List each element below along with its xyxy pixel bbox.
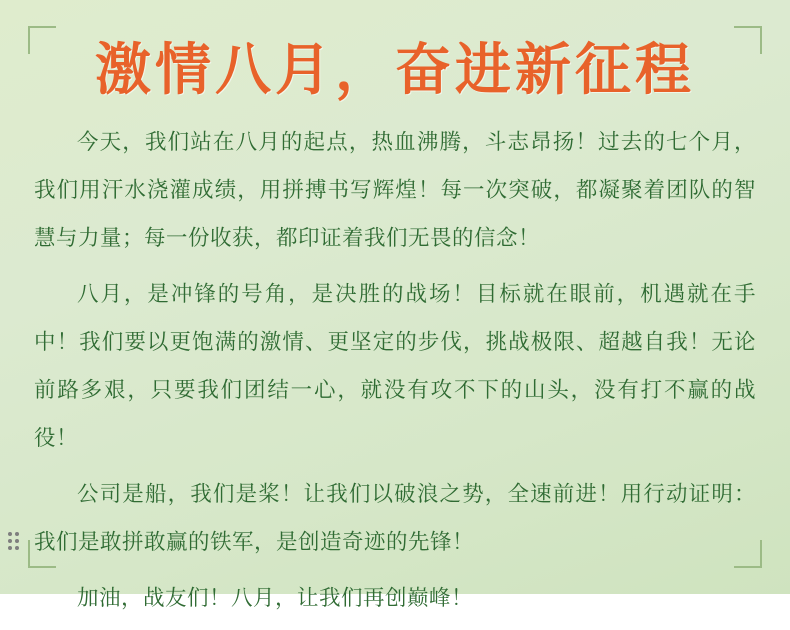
paragraph-3: 公司是船，我们是桨！让我们以破浪之势，全速前进！用行动证明：我们是敢拼敢赢的铁军，是创造奇迹的先锋！: [34, 482, 756, 554]
paragraph-4: 加油，战友们！八月，让我们再创巅峰！: [77, 586, 474, 610]
drag-dot: [8, 532, 12, 536]
paragraph-1: 今天，我们站在八月的起点，热血沸腾，斗志昂扬！过去的七个月，我们用汗水浇灌成绩，用拼搏书写辉煌！每一次突破，都凝聚着团队的智慧与力量；每一份收获，都印证着我们无畏的信念！: [34, 130, 756, 250]
drag-dot: [15, 539, 19, 543]
drag-dot: [8, 546, 12, 550]
poster-title: 激情八月，奋进新征程: [95, 40, 695, 102]
poster-body: [34, 118, 756, 630]
paragraph-2: 八月，是冲锋的号角，是决胜的战场！目标就在眼前，机遇就在手中！我们要以更饱满的激情、更坚定的步伐，挑战极限、超越自我！无论前路多艰，只要我们团结一心，就没有攻不下的山头，没有打不赢的战役！: [34, 282, 756, 450]
drag-handle-icon[interactable]: [8, 532, 22, 552]
drag-dot: [8, 539, 12, 543]
drag-dot: [15, 546, 19, 550]
drag-dot: [15, 532, 19, 536]
